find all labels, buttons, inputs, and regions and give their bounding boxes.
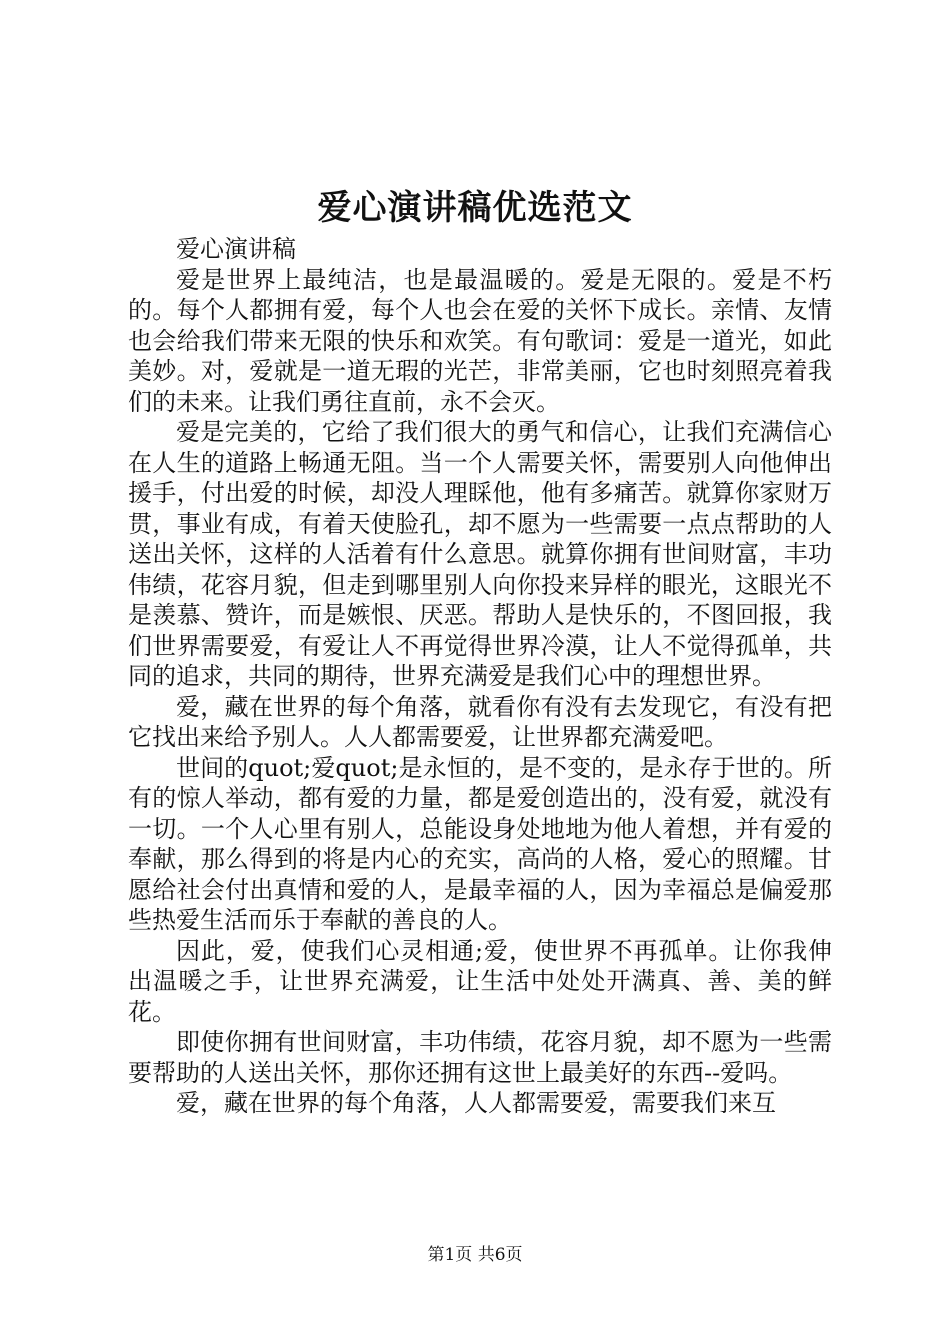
paragraph: 爱，藏在世界的每个角落，人人都需要爱，需要我们来互 — [176, 1089, 776, 1117]
document-title: 爱心演讲稿优选范文 — [317, 188, 633, 228]
paragraph: 爱是完美的，它给了我们很大的勇气和信心，让我们充满信心在人生的道路上畅通无阻。当一个人需要关怀，需要别人向他伸出援手，付出爱的时候，却没人理睬他，他有多痛苦。就算你家财万贯，事业有成，有着天使脸孔，却不愿为一些需要一点点帮助的人送出关怀，这样的人活着有什么意思。就算你拥有世间财富，丰功伟绩，花容月貌，但走到哪里别人向你投来异样的眼光，这眼光不是羡慕、赞许，而是嫉恨、厌恶。帮助人是快乐的，不图回报，我们世界需要爱，有爱让人不再觉得世界冷漠，让人不觉得孤单，共同的追求，共同的期待，世界充满爱是我们心中的理想世界。 — [128, 418, 832, 690]
page-footer: 第1页 共6页 — [427, 1245, 523, 1265]
paragraph: 爱，藏在世界的每个角落，就看你有没有去发现它，有没有把它找出来给予别人。人人都需要爱，让世界都充满爱吧。 — [128, 692, 832, 751]
paragraph: 因此，爱，使我们心灵相通;爱，使世界不再孤单。让你我伸出温暖之手，让世界充满爱，让生活中处处开满真、善、美的鲜花。 — [128, 936, 832, 1026]
paragraph-subtitle: 爱心演讲稿 — [176, 235, 296, 263]
paragraph: 世间的quot;爱quot;是永恒的，是不变的，是永存于世的。所有的惊人举动，都有爱的力量，都是爱创造出的，没有爱，就没有一切。一个人心里有别人，总能设身处地地为他人着想，并有爱的奉献，那么得到的将是内心的充实，高尚的人格，爱心的照耀。甘愿给社会付出真情和爱的人，是最幸福的人，因为幸福总是偏爱那些热爱生活而乐于奉献的善良的人。 — [128, 753, 832, 934]
paragraph: 爱是世界上最纯洁，也是最温暖的。爱是无限的。爱是不朽的。每个人都拥有爱，每个人也会在爱的关怀下成长。亲情、友情也会给我们带来无限的快乐和欢笑。有句歌词：爱是一道光，如此美妙。对，爱就是一道无瑕的光芒，非常美丽，它也时刻照亮着我们的未来。让我们勇往直前，永不会灭。 — [128, 265, 832, 416]
document-body — [128, 234, 832, 1119]
paragraph: 即使你拥有世间财富，丰功伟绩，花容月貌，却不愿为一些需要帮助的人送出关怀，那你还拥有这世上最美好的东西--爱吗。 — [128, 1028, 832, 1087]
